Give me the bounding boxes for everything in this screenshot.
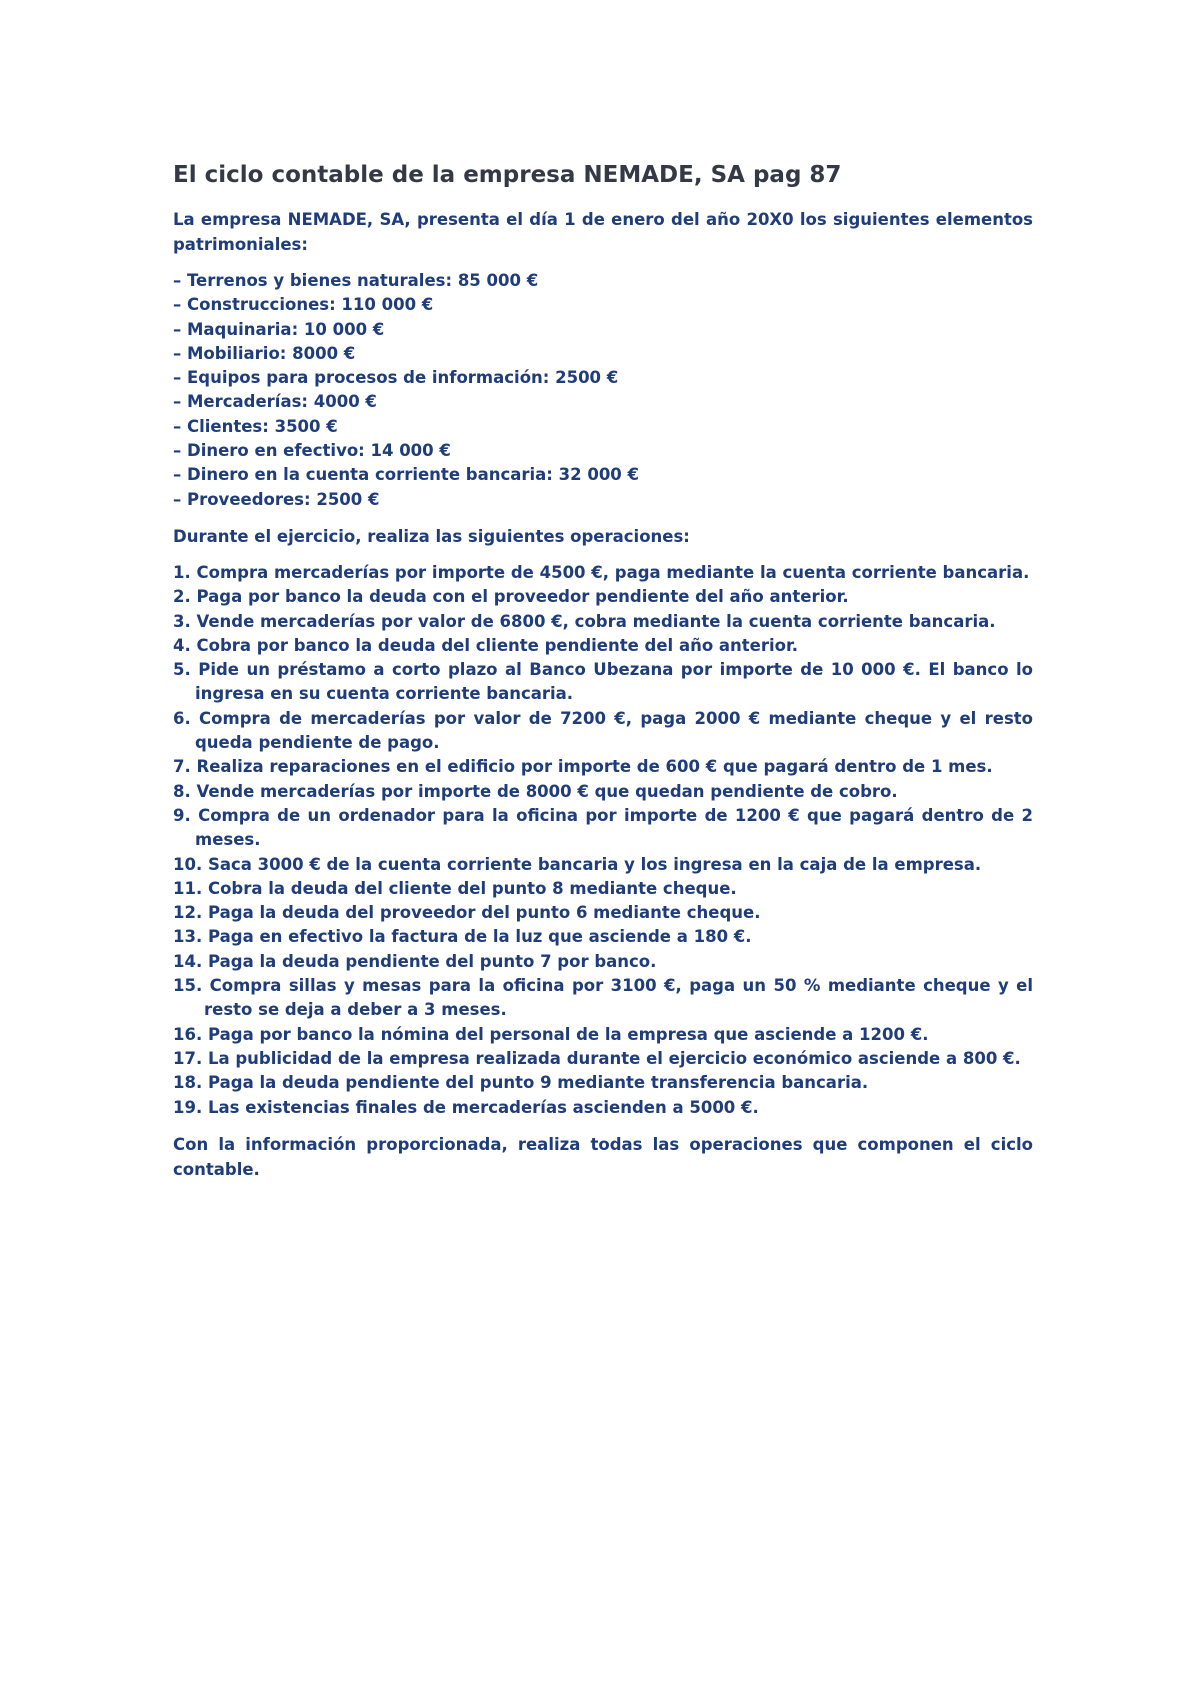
operation-item: 16. Paga por banco la nómina del personal de la empresa que asciende a 1200 €. <box>173 1024 929 1044</box>
list-item: – Maquinaria: 10 000 € <box>173 319 385 339</box>
list-item: – Mercaderías: 4000 € <box>173 392 377 412</box>
operation-item: 4. Cobra por banco la deuda del cliente pendiente del año anterior. <box>173 635 799 655</box>
list-item: – Mobiliario: 8000 € <box>173 343 356 363</box>
patrimonial-elements-list <box>173 269 1033 512</box>
list-item: – Equipos para procesos de información: 2500 € <box>173 368 619 388</box>
operation-item: 14. Paga la deuda pendiente del punto 7 por banco. <box>173 951 657 971</box>
operation-item: 1. Compra mercaderías por importe de 4500 €, paga mediante la cuenta corriente bancaria. <box>173 562 1030 582</box>
operation-item: 11. Cobra la deuda del cliente del punto 8 mediante cheque. <box>173 878 737 898</box>
operation-item: 7. Realiza reparaciones en el edificio por importe de 600 € que pagará dentro de 1 mes. <box>173 757 993 777</box>
operation-item: 13. Paga en efectivo la factura de la luz que asciende a 180 €. <box>173 927 752 947</box>
operation-item: 9. Compra de un ordenador para la oficina por importe de 1200 € que pagará dentro de 2 meses. <box>173 805 1033 850</box>
operation-item: 18. Paga la deuda pendiente del punto 9 mediante transferencia bancaria. <box>173 1073 869 1093</box>
operation-item: 15. Compra sillas y mesas para la oficina por 3100 €, paga un 50 % mediante cheque y el resto se deja a deber a 3 meses. <box>173 976 1033 1020</box>
operations-intro: Durante el ejercicio, realiza las siguientes operaciones: <box>173 526 690 546</box>
conclusion-paragraph: Con la información proporcionada, realiza todas las operaciones que componen el ciclo contable. <box>173 1134 1033 1179</box>
list-item: – Construcciones: 110 000 € <box>173 295 434 315</box>
operation-item: 17. La publicidad de la empresa realizada durante el ejercicio económico asciende a 800 €. <box>173 1048 1021 1068</box>
list-item: – Terrenos y bienes naturales: 85 000 € <box>173 271 539 290</box>
document-page <box>173 160 1033 1194</box>
operation-item: 6. Compra de mercaderías por valor de 7200 €, paga 2000 € mediante cheque y el resto queda pendiente de pago. <box>173 708 1033 753</box>
operation-item: 12. Paga la deuda del proveedor del punto 6 mediante cheque. <box>173 903 761 923</box>
operation-item: 2. Paga por banco la deuda con el proveedor pendiente del año anterior. <box>173 587 849 607</box>
document-title: El ciclo contable de la empresa NEMADE, SA pag 87 <box>173 162 842 188</box>
operation-item: 3. Vende mercaderías por valor de 6800 €, cobra mediante la cuenta corriente bancaria. <box>173 611 996 631</box>
list-item: – Clientes: 3500 € <box>173 416 338 436</box>
intro-paragraph: La empresa NEMADE, SA, presenta el día 1 de enero del año 20X0 los siguientes elementos patrimoniales: <box>173 210 1033 254</box>
operation-item: 5. Pide un préstamo a corto plazo al Banco Ubezana por importe de 10 000 €. El banco lo ingresa en su cuenta corriente bancaria. <box>173 660 1033 704</box>
operations-list <box>173 561 1033 1120</box>
operation-item: 10. Saca 3000 € de la cuenta corriente bancaria y los ingresa en la caja de la empresa. <box>173 854 982 874</box>
list-item: – Proveedores: 2500 € <box>173 489 380 509</box>
list-item: – Dinero en la cuenta corriente bancaria: 32 000 € <box>173 465 640 485</box>
operation-item: 19. Las existencias finales de mercaderías ascienden a 5000 €. <box>173 1097 759 1117</box>
list-item: – Dinero en efectivo: 14 000 € <box>173 441 451 461</box>
operation-item: 8. Vende mercaderías por importe de 8000 € que quedan pendiente de cobro. <box>173 781 898 801</box>
